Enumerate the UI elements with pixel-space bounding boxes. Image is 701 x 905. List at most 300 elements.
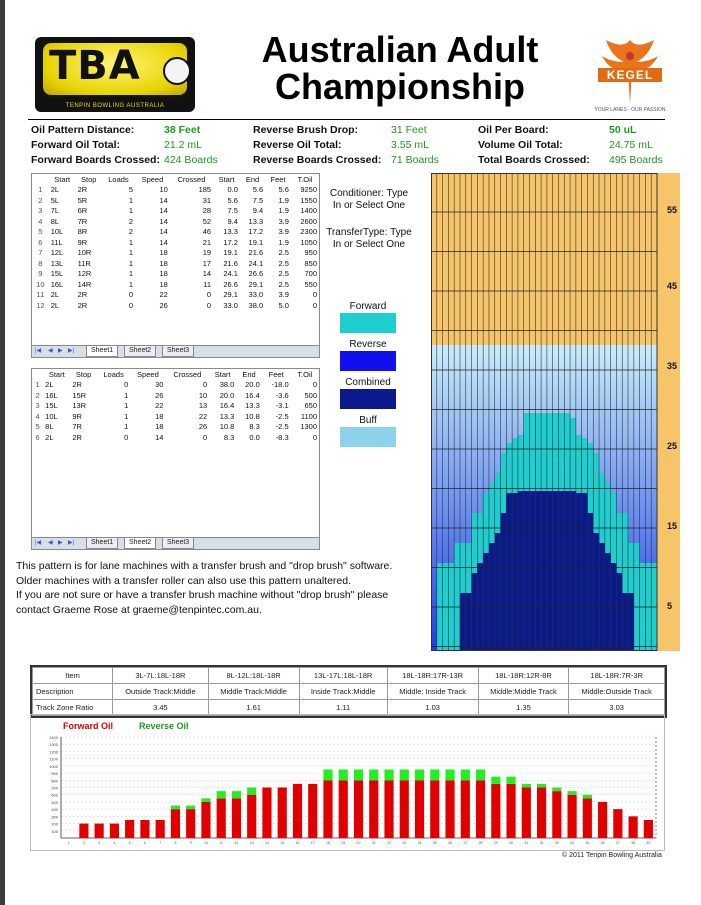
bar-reverse-oil [186,806,195,810]
y-tick-label: 1100 [49,756,58,762]
y-tick-label: 1400 [49,735,58,740]
bar-reverse-oil [384,769,393,780]
table-cell[interactable]: 22 [155,401,164,411]
table-cell: 1.03 [387,700,478,716]
page-title [220,31,580,105]
oil-distribution-chart-svg [31,715,664,850]
table-cell[interactable]: 2L [50,300,60,310]
table-cell[interactable]: 19 [202,248,212,258]
table-cell[interactable]: 1 [128,269,134,279]
table-cell[interactable]: 29.1 [223,290,238,300]
table-cell[interactable]: 1 [124,401,129,411]
table-cell[interactable]: 2600 [300,216,317,226]
legend-buff-label: Buff [359,415,377,426]
lane-oil-graph-svg [431,173,680,651]
table-cell[interactable]: 33.0 [223,300,238,310]
table-cell[interactable]: 9 [38,269,43,279]
table-cell[interactable]: 2 [38,195,43,205]
lane-combined-oil-board [530,491,536,651]
table-cell[interactable]: 1 [128,258,134,268]
table-cell[interactable]: 2 [128,216,134,226]
table-cell[interactable]: -8.3 [275,432,289,442]
bar-forward-oil [308,784,317,838]
table-cell[interactable]: 5.0 [278,300,289,310]
tab-sheet1[interactable]: Sheet1 [86,538,118,549]
table-cell[interactable]: 19.1 [223,248,238,258]
table-cell[interactable]: 0 [206,290,212,300]
table-cell[interactable]: 7.5 [252,195,264,205]
reverse-pattern-sheet[interactable] [31,368,320,550]
page-frame-edge [0,0,5,905]
table-cell[interactable]: 1400 [300,206,317,216]
x-tick-label: 21 [371,841,376,845]
tab-sheet3[interactable]: Sheet3 [162,538,194,549]
lane-combined-oil-board [512,493,518,651]
table-cell[interactable]: 14R [77,279,92,289]
x-tick-label: 19 [341,841,346,845]
legend-reverse-label: Reverse [349,339,387,350]
table-cell[interactable]: 0 [206,300,212,310]
table-cell[interactable]: 10 [159,185,168,195]
kegel-wordmark: KEGEL [598,68,662,82]
table-cell[interactable]: 8.3 [249,422,260,432]
table-cell[interactable]: 18 [159,248,168,258]
table-cell[interactable]: 5 [35,422,40,432]
table-row [32,411,319,422]
lane-combined-oil-board [558,491,564,651]
table-row [32,216,319,227]
table-cell[interactable]: 0 [202,380,208,390]
tba-logo [35,37,195,112]
table-cell[interactable]: 5.6 [278,185,289,195]
table-cell[interactable]: 12 [36,300,45,310]
table-cell[interactable]: 3.9 [278,227,289,237]
x-tick-label: 3 [98,841,101,845]
table-cell[interactable]: 10.8 [245,411,260,421]
table-cell[interactable]: 14 [159,237,168,247]
table-cell[interactable]: 18 [159,269,168,279]
column-header: T.Oil [297,369,313,379]
table-cell[interactable]: 2R [72,432,82,442]
table-cell[interactable]: 3.9 [278,216,289,226]
prev-sheet-icon[interactable]: ◀ [48,540,53,546]
table-cell[interactable]: 10.8 [219,422,235,432]
track-zone-table-box [30,665,667,718]
table-cell[interactable]: 8L [45,422,54,432]
next-sheet-icon[interactable]: ▶ [58,540,63,546]
table-cell[interactable]: 17.2 [223,237,238,247]
table-cell[interactable]: 5 [38,227,43,237]
table-cell[interactable]: 0.0 [227,185,238,195]
table-cell: 8L-12L:18L-18R [208,668,299,684]
table-cell[interactable]: 8R [77,227,88,237]
table-cell[interactable]: 4 [38,216,43,226]
table-cell[interactable]: 2 [128,227,134,237]
bar-forward-oil [522,788,531,839]
x-tick-label: 7 [159,841,162,845]
table-cell[interactable]: 11R [77,258,91,268]
bar-reverse-oil [171,806,180,810]
table-cell[interactable]: 0 [124,432,129,442]
table-cell: Track Zone Ratio [33,700,113,716]
note-line-4: contact Graeme Rose at graeme@tenpintec.com.au. [16,603,262,616]
table-cell[interactable]: 1100 [300,411,317,421]
column-header: Start [214,369,231,379]
x-tick-label: 28 [478,841,483,845]
y-tick-label: 800 [51,778,58,784]
table-cell[interactable]: 38.0 [248,300,264,310]
table-cell[interactable]: 9R [72,411,82,421]
table-cell[interactable]: 1 [128,279,134,289]
tab-sheet1[interactable]: Sheet1 [86,346,118,357]
x-tick-label: 24 [417,841,422,845]
lane-feet-label: 15 [667,521,678,531]
table-cell[interactable]: 3 [38,206,43,216]
table-cell[interactable]: 2.5 [278,258,289,268]
table-cell[interactable]: 14 [159,216,168,226]
table-cell: Middle: Inside Track [387,684,478,700]
table-cell[interactable]: 13.3 [245,401,260,411]
bar-forward-oil [247,795,256,838]
summary-value-9: 495 Boards [609,154,663,166]
table-cell[interactable]: 2L [45,380,54,390]
lane-feet-label: 45 [667,281,678,291]
table-cell[interactable]: 33.0 [248,290,264,300]
table-cell[interactable]: 13 [198,401,208,411]
table-cell[interactable]: 7R [72,422,82,432]
table-cell[interactable]: 3 [35,401,40,411]
column-header [32,369,43,380]
table-cell[interactable]: 1 [35,380,40,390]
table-cell[interactable]: 18 [159,258,168,268]
table-cell[interactable]: 0 [312,290,317,300]
table-cell[interactable]: 12L [50,248,64,258]
table-cell[interactable]: 6 [38,237,43,247]
x-tick-label: 33 [554,841,559,845]
table-row [32,237,319,248]
table-cell: Item [33,668,113,684]
table-cell[interactable]: 2R [77,300,88,310]
table-cell[interactable]: 2R [77,290,88,300]
table-cell[interactable]: 2R [72,380,82,390]
lane-combined-oil-board [535,491,541,651]
last-sheet-icon[interactable]: ▶| [68,348,75,354]
transfer-type-select[interactable]: TransferType: Type In or Select One [326,227,412,250]
bar-reverse-oil [583,795,592,799]
summary-label-1: Oil Pattern Distance: [31,124,135,136]
table-cell[interactable]: 29.1 [248,279,264,289]
table-cell[interactable]: 31 [202,195,212,205]
bowling-ball-icon [163,57,191,85]
table-cell[interactable]: 38.0 [219,380,235,390]
table-cell[interactable]: 550 [304,279,317,289]
table-cell[interactable]: 8L [50,216,60,226]
x-tick-label: 9 [189,841,192,845]
table-cell[interactable]: 21.6 [248,248,264,258]
table-cell[interactable]: 26.6 [248,269,264,279]
table-cell[interactable]: 11 [203,279,212,289]
table-cell: 1.35 [478,700,569,716]
bar-reverse-oil [568,791,577,795]
table-cell[interactable]: 1050 [300,237,317,247]
table-cell[interactable]: 16.4 [245,390,260,400]
table-cell[interactable]: 14 [159,195,168,205]
table-cell[interactable]: 5 [128,185,134,195]
table-cell[interactable]: 12R [77,269,92,279]
table-cell[interactable]: 1300 [300,422,317,432]
table-cell[interactable]: 1 [128,206,134,216]
table-cell[interactable]: 52 [202,216,212,226]
table-cell[interactable]: 21.6 [223,258,238,268]
table-cell[interactable]: 1.9 [278,206,289,216]
table-cell[interactable]: 3.9 [278,290,289,300]
table-cell[interactable]: 15R [72,390,87,400]
table-cell[interactable]: 5.6 [252,185,264,195]
table-cell[interactable]: 14 [202,269,212,279]
table-cell[interactable]: 9.4 [252,206,264,216]
table-cell[interactable]: 26.6 [223,279,238,289]
table-cell[interactable]: 0 [124,380,129,390]
table-cell[interactable]: 4 [35,411,40,421]
table-cell[interactable]: 13L [50,258,64,268]
table-cell[interactable]: 9250 [300,185,317,195]
table-row [32,422,319,433]
table-cell[interactable]: 1 [124,390,129,400]
table-cell[interactable]: 1 [124,422,129,432]
table-cell[interactable]: 13R [72,401,87,411]
summary-value-5: 3.55 mL [391,139,429,151]
table-cell[interactable]: 1550 [300,195,317,205]
lane-combined-oil-board [460,593,466,651]
table-cell[interactable]: 13.3 [223,227,238,237]
first-sheet-icon[interactable]: |◀ [35,540,42,546]
table-cell: 1.61 [208,700,299,716]
table-cell[interactable]: 22 [159,290,168,300]
table-cell[interactable]: 0 [312,380,317,390]
x-tick-label: 8 [174,841,177,845]
table-row [32,258,319,269]
table-cell[interactable]: 700 [304,269,317,279]
table-cell[interactable]: 10 [198,390,208,400]
lane-combined-oil-board [524,491,530,651]
bar-forward-oil [186,809,195,838]
x-tick-label: 20 [356,841,361,845]
summary-label-2: Reverse Brush Drop: [253,124,359,136]
table-cell[interactable]: 0 [128,300,134,310]
bar-forward-oil [644,820,653,838]
table-cell[interactable]: 7L [50,206,60,216]
prev-sheet-icon[interactable]: ◀ [48,348,53,354]
table-cell[interactable]: 7R [77,216,88,226]
table-cell[interactable]: -2.5 [275,411,289,421]
tab-sheet2[interactable]: Sheet2 [124,538,156,549]
table-cell[interactable]: 30 [155,380,164,390]
bar-forward-oil [400,780,409,838]
lane-feet-label: 35 [667,361,678,371]
table-cell[interactable]: 10L [50,227,64,237]
kegel-tagline: YOUR LANES · OUR PASSION [594,107,666,113]
table-cell[interactable]: 8.3 [223,432,235,442]
table-cell[interactable]: 7 [38,248,43,258]
bar-forward-oil [79,824,88,838]
table-cell[interactable]: 11L [50,237,63,247]
bar-forward-oil [110,824,119,838]
lane-combined-oil-board [489,543,495,651]
y-tick-label: 1000 [49,763,58,769]
bar-forward-oil [491,784,500,838]
x-tick-label: 37 [615,841,620,845]
table-header-row [32,369,319,380]
table-cell[interactable]: 14 [155,432,164,442]
tab-sheet3[interactable]: Sheet3 [162,346,194,357]
table-cell[interactable]: 2.5 [278,269,289,279]
table-cell[interactable]: 2L [50,290,60,300]
bar-forward-oil [476,780,485,838]
table-cell[interactable]: 6 [35,432,40,442]
table-cell[interactable]: -2.5 [275,422,289,432]
table-cell[interactable]: 1 [128,237,134,247]
x-tick-label: 13 [249,841,254,845]
table-cell[interactable]: 2.5 [278,248,289,258]
table-cell[interactable]: 0 [312,300,317,310]
x-tick-label: 30 [509,841,514,845]
table-cell: 13L-17L:18L-18R [299,668,387,684]
table-cell[interactable]: 9.4 [227,216,238,226]
table-header-row [32,174,319,185]
table-cell[interactable]: 20.0 [245,380,260,390]
table-cell[interactable]: 1.9 [278,237,289,247]
table-cell[interactable]: 16L [50,279,64,289]
lane-combined-oil-board [576,493,582,651]
legend-combined-label: Combined [345,377,391,388]
table-cell[interactable]: 2.5 [278,279,289,289]
conditioner-select[interactable]: Conditioner: Type In or Select One [329,188,409,211]
x-tick-label: 29 [493,841,498,845]
table-cell[interactable]: 14 [159,227,168,237]
table-cell[interactable]: 10R [77,248,92,258]
table-cell[interactable]: 8 [38,258,43,268]
table-cell[interactable]: -3.1 [275,401,289,411]
forward-sheet-tabbar [32,345,319,357]
next-sheet-icon[interactable]: ▶ [58,348,63,354]
column-header: Stop [81,174,97,184]
table-cell[interactable]: 17.2 [248,227,264,237]
bar-reverse-oil [461,769,470,780]
table-cell[interactable]: 850 [304,258,317,268]
table-cell[interactable]: 46 [202,227,212,237]
table-cell[interactable]: 2L [45,432,54,442]
table-cell[interactable]: 2300 [300,227,317,237]
table-cell[interactable]: 1 [128,248,134,258]
table-cell[interactable]: 10 [36,279,45,289]
table-cell[interactable]: -18.0 [271,380,289,390]
table-cell[interactable]: 16.4 [219,401,235,411]
table-cell[interactable]: 22 [198,411,208,421]
table-cell[interactable]: 2L [50,185,60,195]
table-cell[interactable]: 2R [77,185,88,195]
y-tick-label: 700 [51,785,58,791]
table-cell[interactable]: 28 [202,206,212,216]
table-cell[interactable]: 18 [155,422,164,432]
table-cell[interactable]: 19.1 [248,237,264,247]
lane-combined-oil-board [616,573,622,651]
table-cell[interactable]: 5L [50,195,60,205]
table-cell[interactable]: 1 [38,185,43,195]
bar-reverse-oil [369,769,378,780]
table-cell[interactable]: 500 [304,390,317,400]
table-cell[interactable]: 2 [35,390,40,400]
forward-pattern-sheet[interactable] [31,173,320,358]
table-cell[interactable]: 15L [45,401,58,411]
table-cell[interactable]: 15L [50,269,64,279]
table-cell[interactable]: 18 [155,411,164,421]
bar-forward-oil [217,798,226,838]
table-cell[interactable]: 26 [155,390,164,400]
bar-forward-oil [201,802,210,838]
table-cell[interactable]: 0 [312,432,317,442]
table-cell[interactable]: 26 [159,300,168,310]
table-cell[interactable]: 6R [77,206,88,216]
table-cell[interactable]: 17 [202,258,212,268]
table-cell[interactable]: 24.1 [223,269,238,279]
table-cell[interactable]: 5.6 [227,195,238,205]
x-tick-label: 11 [219,841,224,845]
summary-value-7: 424 Boards [164,154,218,166]
table-cell[interactable]: 26 [198,422,208,432]
last-sheet-icon[interactable]: ▶| [68,540,75,546]
table-cell: Middle:Outside Track [569,684,665,700]
bar-reverse-oil [339,769,348,780]
table-cell[interactable]: 1 [128,195,134,205]
table-cell[interactable]: 950 [304,248,317,258]
x-tick-label: 32 [539,841,544,845]
table-cell[interactable]: 21 [202,237,212,247]
table-cell[interactable]: 0 [128,290,134,300]
table-cell[interactable]: 7.5 [227,206,238,216]
table-cell[interactable]: 1 [124,411,129,421]
table-cell[interactable]: -3.6 [275,390,289,400]
table-row [32,195,319,206]
bar-forward-oil [384,780,393,838]
table-cell[interactable]: 16L [45,390,58,400]
table-cell[interactable]: 650 [304,401,317,411]
legend-buff-swatch [340,427,396,447]
title-line-1: Australian Adult [261,29,539,70]
table-cell[interactable]: 10L [45,411,58,421]
table-cell[interactable]: 13.3 [248,216,264,226]
table-row [32,206,319,217]
table-cell[interactable]: 11 [36,290,45,300]
table-cell: 3L-7L:18L-18R [113,668,209,684]
table-cell[interactable]: 20.0 [219,390,235,400]
table-cell[interactable]: 13.3 [219,411,235,421]
table-cell[interactable]: 18 [159,279,168,289]
tab-sheet2[interactable]: Sheet2 [124,346,156,357]
table-cell[interactable]: 9R [77,237,88,247]
table-row [32,390,319,401]
table-cell[interactable]: 14 [159,206,168,216]
table-cell[interactable]: 185 [198,185,212,195]
table-cell[interactable]: 0.0 [249,432,260,442]
first-sheet-icon[interactable]: |◀ [35,348,42,354]
table-cell[interactable]: 0 [202,432,208,442]
table-cell: Outside Track:Middle [113,684,209,700]
column-header: Speed [141,174,164,184]
table-cell[interactable]: 1.9 [278,195,289,205]
bar-forward-oil [552,791,561,838]
table-cell[interactable]: 5R [77,195,88,205]
table-cell[interactable]: 24.1 [248,258,264,268]
